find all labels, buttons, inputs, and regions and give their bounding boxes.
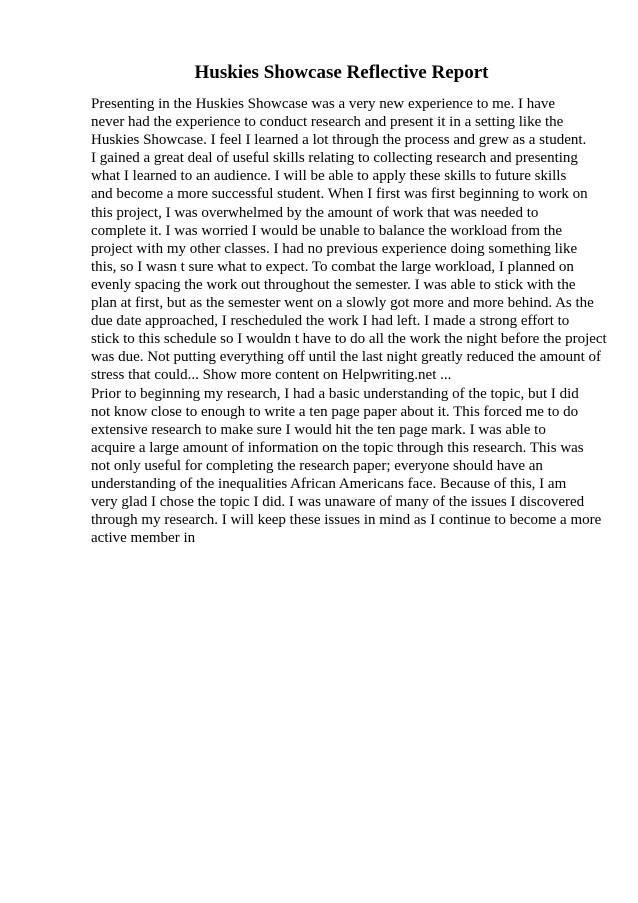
document-body xyxy=(91,95,607,547)
document-title: Huskies Showcase Reflective Report xyxy=(194,62,489,83)
text-line: this, so I wasn t sure what to expect. To combat the large workload, I planned on xyxy=(91,258,574,275)
text-line: active member in xyxy=(91,530,196,547)
text-line: and become a more successful student. When I first was first beginning to work on xyxy=(91,186,588,203)
text-line: Presenting in the Huskies Showcase was a very new experience to me. I have xyxy=(91,96,556,112)
text-line: acquire a large amount of information on the topic through this research. This was xyxy=(91,439,584,456)
text-line: stick to this schedule so I wouldn t have to do all the work the night before the project xyxy=(91,331,607,348)
text-line: project with my other classes. I had no previous experience doing something like xyxy=(91,240,578,257)
text-line: Huskies Showcase. I feel I learned a lot through the process and grew as a student. xyxy=(91,132,587,149)
text-line: very glad I chose the topic I did. I was unaware of many of the issues I discovered xyxy=(91,494,585,511)
text-line: Prior to beginning my research, I had a basic understanding of the topic, but I did xyxy=(91,385,579,402)
text-line: I gained a great deal of useful skills relating to collecting research and presenting xyxy=(91,150,578,167)
text-line: evenly spacing the work out throughout the semester. I was able to stick with the xyxy=(91,276,576,293)
text-line: due date approached, I rescheduled the work I had left. I made a strong effort to xyxy=(91,313,570,330)
text-line: this project, I was overwhelmed by the amount of work that was needed to xyxy=(91,204,539,221)
text-line: not only useful for completing the research paper; everyone should have an xyxy=(91,457,543,474)
text-line: understanding of the inequalities African Americans face. Because of this, I am xyxy=(91,475,567,492)
text-line: not know close to enough to write a ten page paper about it. This forced me to do xyxy=(91,403,579,420)
text-line: plan at first, but as the semester went on a slowly got more and more behind. As the xyxy=(91,295,594,312)
text-line: what I learned to an audience. I will be able to apply these skills to future skills xyxy=(91,168,567,185)
text-line: through my research. I will keep these issues in mind as I continue to become a more xyxy=(91,512,602,529)
text-line: complete it. I was worried I would be unable to balance the workload from the xyxy=(91,222,563,239)
text-line: stress that could... Show more content on Helpwriting.net ... xyxy=(91,367,452,384)
text-line: extensive research to make sure I would hit the ten page mark. I was able to xyxy=(91,421,546,438)
text-line: never had the experience to conduct research and present it in a setting like the xyxy=(91,114,564,131)
text-line: was due. Not putting everything off until the last night greatly reduced the amount of xyxy=(91,349,602,366)
